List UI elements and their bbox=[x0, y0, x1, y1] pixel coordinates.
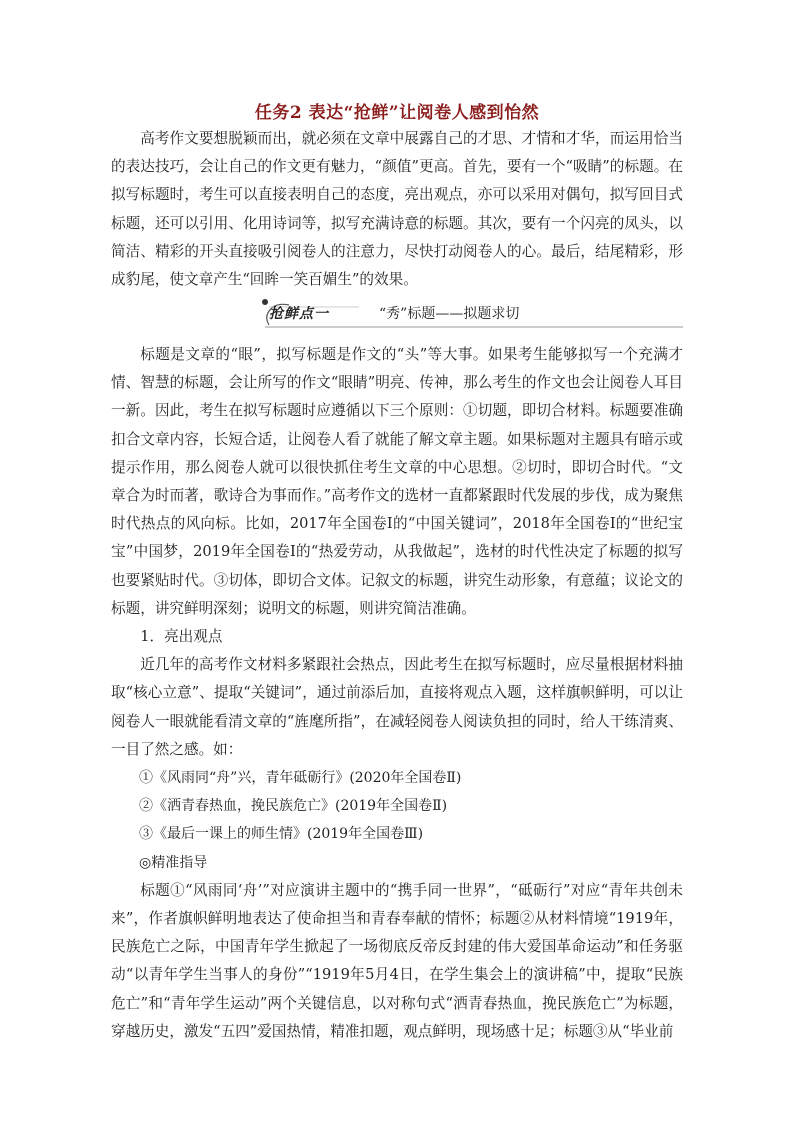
examples-list bbox=[111, 764, 683, 877]
paragraph-2-block bbox=[111, 341, 683, 1046]
paragraph-3: 近几年的高考作文材料多紧跟社会热点，因此考生在拟写标题时，应尽量根据材料抽取“核心立意”、提取“关键词”，通过前添后加，直接将观点入题，这样旗帜鲜明，可以让阅卷人一眼就能看清文章的“旌麾所指”，在减轻阅卷人阅读负担的同时，给人干练清爽、一目了然之感。如： bbox=[111, 656, 683, 758]
paragraph-2: 标题是文章的“眼”，拟写标题是作文的“头”等大事。如果考生能够拟写一个充满才情、智慧的标题，会让所写的作文“眼睛”明亮、传神，那么考生的作文也会让阅卷人耳目一新。因此，考生在拟写标题时应遵循以下三个原则：①切题，即切合材料。标题要准确扣合文章内容，长短合适，让阅卷人看了就能了解文章主题。如果标题对主题具有暗示或提示作用，那么阅卷人就可以很快抓住考生文章的中心思想。②切时，即切合时代。“文章合为时而著，歌诗合为事而作。”高考作文的选材一直都紧跟时代发展的步伐，成为聚焦时代热点的风向标。比如，2017年全国卷Ⅰ的“中国关键词”，2018年全国卷Ⅰ的“世纪宝宝”中国梦，2019年全国卷Ⅰ的“热爱劳动，从我做起”，选材的时代性决定了标题的拟写也要紧贴时代。③切体，即切合文体。记叙文的标题，讲究生动形象，有意蕴；议论文的标题，讲究鲜明深刻；说明文的标题，则讲究简洁准确。 bbox=[111, 346, 683, 617]
example-item: ③《最后一课上的师生情》(2019年全国卷Ⅲ) bbox=[139, 826, 424, 843]
section-subtitle: “秀”标题——拟题求切 bbox=[379, 306, 520, 322]
intro-block bbox=[111, 125, 683, 294]
example-item: ②《洒青春热血，挽民族危亡》(2019年全国卷Ⅱ) bbox=[139, 798, 448, 815]
example-item: ①《风雨同“舟”兴，青年砥砺行》(2020年全国卷Ⅱ) bbox=[139, 770, 462, 787]
guide-label: ◎精准指导 bbox=[139, 854, 208, 871]
page-title: 任务2 表达“抢鲜”让阅卷人感到怡然 bbox=[254, 103, 540, 123]
heading-viewpoint: 1．亮出观点 bbox=[140, 628, 223, 646]
paragraph-4: 标题①“风雨同‘舟’”对应演讲主题中的“携手同一世界”，“砥砺行”对应“青年共创未来”，作者旗帜鲜明地表达了使命担当和青春奉献的情怀；标题②从材料情境“1919年，民族危亡之际，中国青年学生掀起了一场彻底反帝反封建的伟大爱国革命运动”和任务驱动“以青年学生当事人的身份”“1919年5月4日，在学生集会上的演讲稿”中，提取“民族危亡”和“青年学生运动”两个关键信息，以对称句式“洒青春热血，挽民族危亡”为标题，穿越历史，激发“五四”爱国热情，精准扣题，观点鲜明，现场感十足；标题③从“毕业前 bbox=[111, 881, 683, 1040]
intro-paragraph: 高考作文要想脱颖而出，就必须在文章中展露自己的才思、才情和才华，而运用恰当的表达技巧，会让自己的作文更有魅力，“颜值”更高。首先，要有一个“吸睛”的标题。在拟写标题时，考生可以直接表明自己的态度，亮出观点，亦可以采用对偶句，拟写回目式标题，还可以引用、化用诗词等，拟写充满诗意的标题。其次，要有一个闪亮的凤头，以简洁、精彩的开头直接吸引阅卷人的注意力，尽快打动阅卷人的心。最后，结尾精彩，形成豹尾，使文章产生“回眸一笑百媚生”的效果。 bbox=[111, 130, 683, 289]
section-label: 抢鲜点一 bbox=[269, 306, 329, 322]
